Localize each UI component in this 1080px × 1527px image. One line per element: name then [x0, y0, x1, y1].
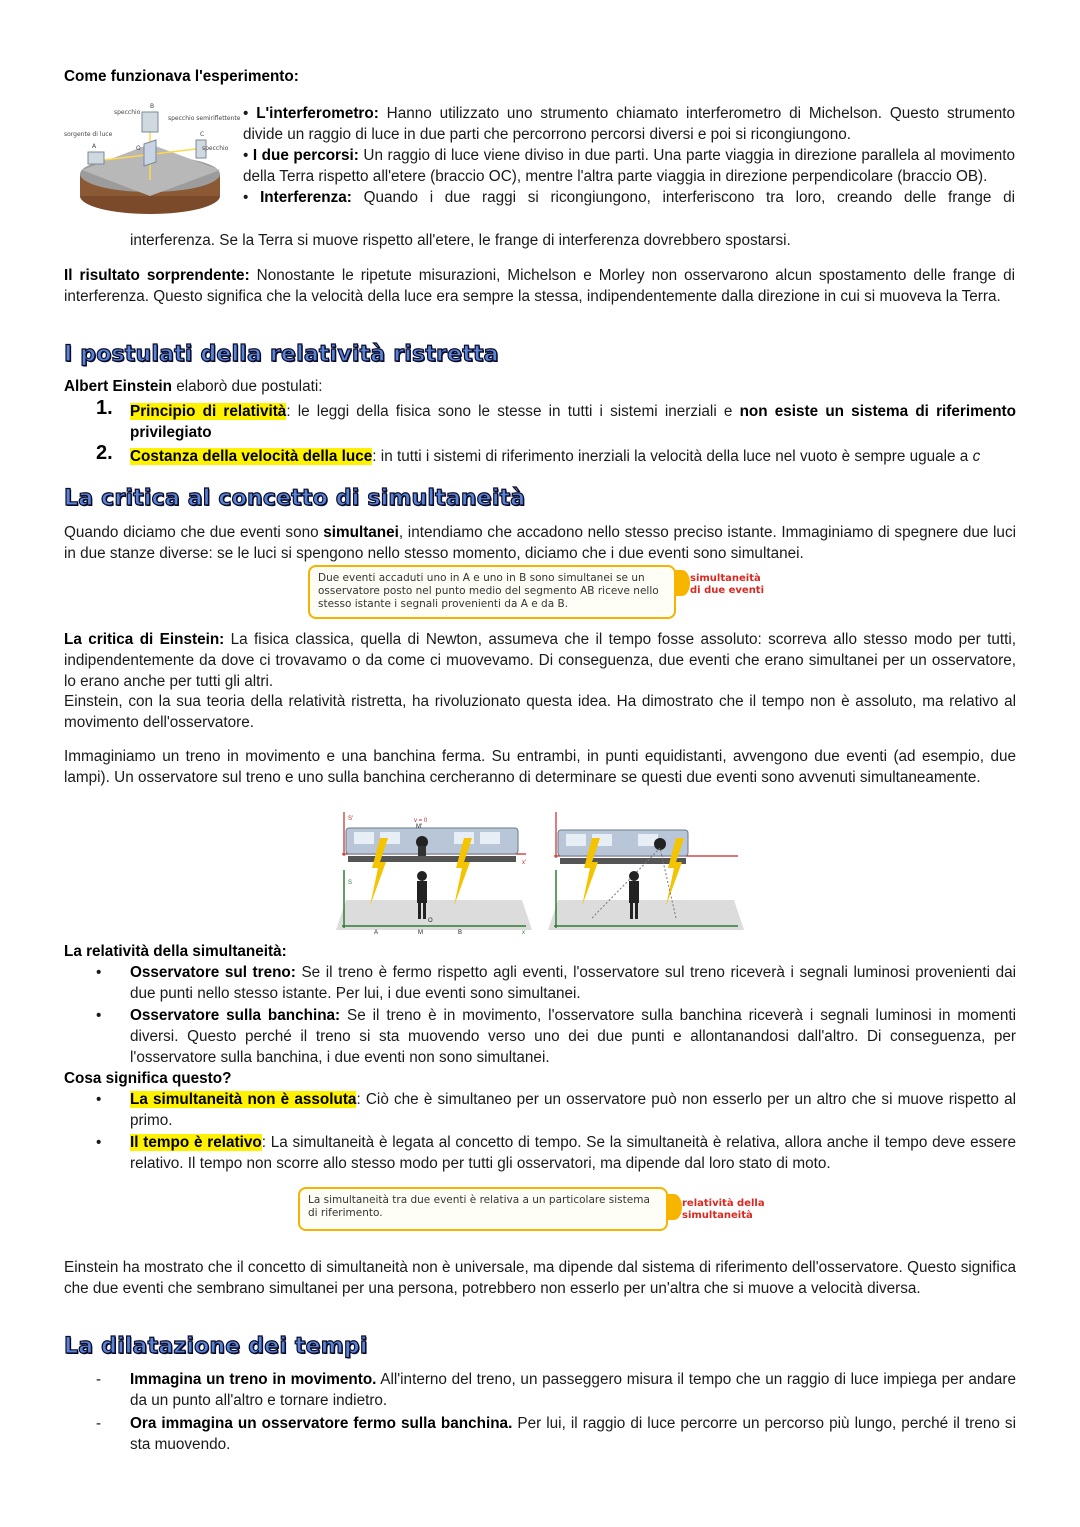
dash-marker: -	[96, 1371, 102, 1388]
bullet-interference: • Interferenza: Quando i due raggi si ricongiungono, interferiscono tra loro, creando delle frange di	[243, 189, 1016, 206]
svg-text:M': M'	[416, 824, 423, 830]
svg-text:A: A	[374, 930, 379, 936]
bullet-dot: •	[96, 964, 102, 981]
interferometer-figure	[64, 100, 241, 218]
definition-box-relativity: La simultaneità tra due eventi è relativa a un particolare sistema di riferimento.	[298, 1187, 668, 1231]
observer-platform: Osservatore sulla banchina: Se il treno è in movimento, l'osservatore sulla banchina riceverà i segnali luminosi in momenti diversi. Questo perché il treno si sta muovendo verso uno dei due punti e allontanandosi dall'altro. Di conseguenza, per l'osservatore sulla banchina, i due eventi non sono simultanei.	[130, 1007, 1016, 1066]
svg-text:specchio semiriflettente: specchio semiriflettente	[168, 115, 241, 122]
observer-train: Osservatore sul treno: Se il treno è fermo rispetto agli eventi, l'osservatore sul treno riceverà i segnali luminosi provenienti dai due punti nello stesso istante. Per lui, i due eventi sono simultanei.	[130, 964, 1016, 1002]
definition-tag-simultaneity: simultaneità di due eventi	[690, 573, 765, 596]
interference-continued: interferenza. Se la Terra si muove rispetto all'etere, le frange di interferenza dovrebbero spostarsi.	[130, 232, 791, 249]
dilation-point-2: Ora immagina un osservatore fermo sulla banchina. Per lui, il raggio di luce percorre un percorso più lungo, perché il treno si sta muovendo.	[130, 1415, 1016, 1453]
bullet-paths: • I due percorsi: Un raggio di luce viene diviso in due parti. Una parte viaggia in direzione parallela al movimento della Terra rispetto all'etere (braccio OC), mentre l'altra parte viaggia in direzione perpendicolare (braccio OB).	[243, 147, 1016, 185]
svg-text:B: B	[458, 930, 463, 936]
bullet-dot: •	[96, 1134, 102, 1151]
svg-text:sorgente di luce: sorgente di luce	[64, 131, 113, 138]
meaning-1: La simultaneità non è assoluta: Ciò che è simultaneo per un osservatore può non esserlo per un altro che si muove rispetto al primo.	[130, 1091, 1016, 1129]
result-paragraph: Il risultato sorprendente: Nonostante le ripetute misurazioni, Michelson e Morley non osservarono alcun spostamento delle frange di interferenza. Questo significa che la velocità della luce era sempre la stessa, indipendentemente dalla direzione in cui si muoveva la Terra.	[64, 267, 1016, 305]
svg-text:O: O	[428, 918, 433, 924]
svg-text:S': S'	[348, 816, 354, 822]
meaning-2: Il tempo è relativo: La simultaneità è legata al concetto di tempo. Se la simultaneità è relativa, allora anche il tempo deve essere relativo. Il tempo non scorre allo stesso modo per tutti gli osservatori, ma dipende dal loro stato di moto.	[130, 1134, 1016, 1172]
postulate-2: Costanza della velocità della luce: in tutti i sistemi di riferimento inerziali la velocità della luce nel vuoto è sempre uguale a c	[130, 448, 981, 465]
svg-text:specchio: specchio	[202, 145, 229, 152]
svg-text:B: B	[150, 103, 155, 110]
fig-label: specchio	[114, 109, 141, 116]
definition-tag-relativity: relatività della simultaneità	[682, 1198, 765, 1221]
train-paragraph: Immaginiamo un treno in movimento e una banchina ferma. Su entrambi, in punti equidistanti, avvengono due eventi (ad esempio, due lampi). Un osservatore sul treno e uno sulla banchina cercheranno di determinare se questi due eventi sono avvenuti simultaneamente.	[64, 748, 1016, 786]
heading-time-dilation: La dilatazione dei tempi	[64, 1334, 368, 1359]
svg-text:x': x'	[522, 860, 527, 866]
einstein-critique: La critica di Einstein: La fisica classica, quella di Newton, assumeva che il tempo fosse assoluto: scorreva allo stesso modo per tutti, indipendentemente da dove ci trovavamo o da come ci muovevamo. Di conseguenza, due eventi che erano simultanei per un osservatore, lo erano anche per tutti gli altri.	[64, 631, 1016, 690]
svg-text:C: C	[200, 131, 205, 138]
simultaneity-intro: Quando diciamo che due eventi sono simultanei, intendiamo che accadono nello stesso preciso istante. Immaginiamo di spegnere due luci in due stanze diverse: se le luci si spengono nello stesso momento, diciamo che i due eventi sono simultanei.	[64, 524, 1016, 562]
svg-text:x: x	[522, 930, 525, 936]
svg-text:O: O	[136, 145, 141, 152]
svg-text:A: A	[92, 143, 97, 150]
interferometer-bullets	[243, 103, 1015, 208]
definition-box-simultaneity: Due eventi accaduti uno in A e uno in B sono simultanei se un osservatore posto nel punto medio del segmento AB riceve nello stesso istante i segnali provenienti da A e da B.	[308, 565, 676, 619]
svg-text:S: S	[348, 880, 353, 886]
postulate-number-1: 1.	[96, 397, 113, 419]
bullet-dot: •	[96, 1007, 102, 1024]
train-figure-left	[336, 808, 532, 936]
simultaneity-conclusion: Einstein ha mostrato che il concetto di simultaneità non è universale, ma dipende dal sistema di riferimento dell'osservatore. Questo significa che due eventi che sembrano simultanei per una persona, potrebbero non esserlo per un'altra che si muove a velocità diversa.	[64, 1259, 1016, 1297]
einstein-critique-2: Einstein, con la sua teoria della relatività ristretta, ha rivoluzionato questa idea. Ha dimostrato che il tempo non è assoluto, ma relativo al movimento dell'osservatore.	[64, 693, 1016, 731]
relativity-title: La relatività della simultaneità:	[64, 943, 287, 960]
heading-postulates: I postulati della relatività ristretta	[64, 342, 499, 367]
postulate-1: Principio di relatività: le leggi della fisica sono le stesse in tutti i sistemi inerziali e non esiste un sistema di riferimento privilegiato	[130, 403, 1016, 441]
postulate-number-2: 2.	[96, 442, 113, 464]
heading-simultaneity: La critica al concetto di simultaneità	[64, 486, 526, 511]
bullet-dot: •	[96, 1091, 102, 1108]
section-title-experiment: Come funzionava l'esperimento:	[64, 68, 299, 85]
train-figure-right	[548, 808, 744, 936]
svg-text:v = 0: v = 0	[414, 818, 428, 824]
dilation-point-1: Immagina un treno in movimento. All'interno del treno, un passeggero misura il tempo che un raggio di luce impiega per andare da un punto all'altro e tornare indietro.	[130, 1371, 1016, 1409]
svg-text:M: M	[418, 930, 423, 936]
dash-marker: -	[96, 1415, 102, 1432]
postulates-intro: Albert Einstein elaborò due postulati:	[64, 378, 323, 395]
bullet-interferometer: • L'interferometro: Hanno utilizzato uno strumento chiamato interferometro di Michelson. Questo strumento divide un raggio di luce in due parti che percorrono percorsi diversi e poi si ricongiungono.	[243, 105, 1015, 143]
tag-bubble	[666, 1194, 682, 1220]
tag-bubble	[674, 570, 690, 596]
meaning-title: Cosa significa questo?	[64, 1070, 232, 1087]
